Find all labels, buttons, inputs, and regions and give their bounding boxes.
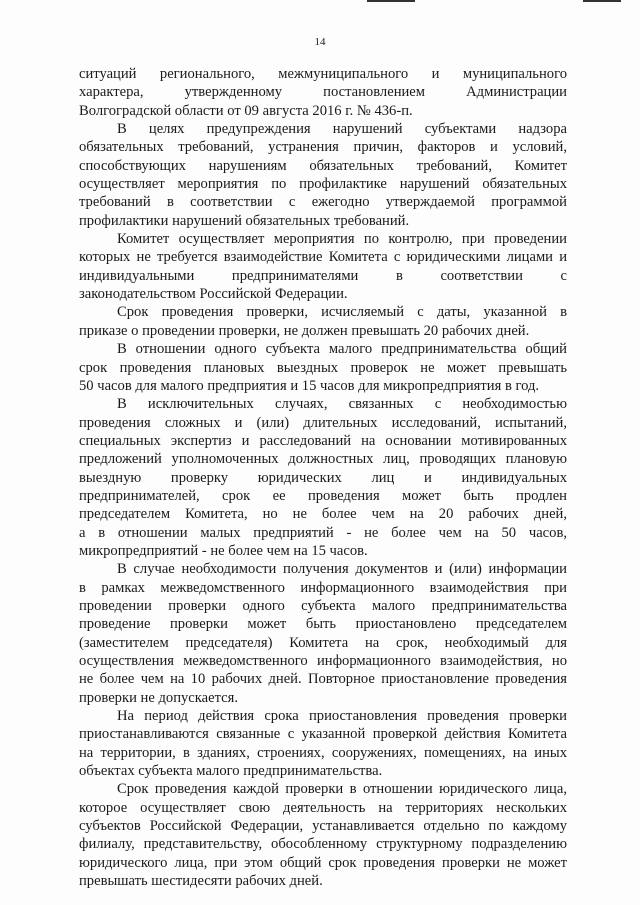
- text-line: осуществления межведомственного информационного взаимодействия, но: [79, 653, 567, 669]
- text-line: проверки не допускается.: [79, 689, 238, 706]
- text-line: превышать шестидесяти рабочих дней.: [79, 873, 323, 890]
- paragraph: [79, 780, 567, 890]
- paragraph: [79, 65, 567, 120]
- text-line: выездную проверку юридических лиц и индивидуальных: [79, 469, 567, 486]
- text-line: юридического лица, при этом общий срок проведения проверки не может: [79, 854, 567, 871]
- text-line: В отношении одного субъекта малого предпринимательства общий: [117, 341, 567, 358]
- text-line: микропредприятий - не более чем на 15 часов.: [79, 542, 368, 559]
- text-line: На период действия срока приостановления проведения проверки: [117, 708, 567, 725]
- text-line: объектах субъекта малого предпринимательства.: [79, 763, 383, 780]
- text-line: законодательством Российской Федерации.: [79, 286, 348, 303]
- text-line: а в отношении малых предприятий - не более чем на 50 часов,: [79, 524, 567, 541]
- text-line: В целях предупреждения нарушений субъектами надзора: [117, 121, 567, 138]
- text-line: характера, утвержденному постановлением Администрации: [79, 84, 567, 101]
- text-line: ситуаций регионального, межмуниципального и муниципального: [79, 66, 567, 82]
- text-line: на территории, в зданиях, строениях, сооружениях, помещениях, на иных: [79, 744, 567, 761]
- paragraph: [79, 303, 567, 340]
- paragraph: [79, 395, 567, 560]
- paragraph: [79, 707, 567, 780]
- text-line: Срок проведения проверки, исчисляемый с даты, указанной в: [117, 304, 567, 321]
- text-line: (заместителем председателя) Комитета на срок, необходимый для: [79, 634, 567, 651]
- paragraph: [79, 120, 567, 230]
- paragraph: [79, 560, 567, 707]
- text-line: в рамках межведомственного информационного взаимодействия при: [79, 579, 567, 596]
- text-line: индивидуальными предпринимателями в соответствии с: [79, 267, 567, 284]
- text-line: осуществляет мероприятия по профилактике нарушений обязательных: [79, 176, 567, 193]
- text-line: проведения сложных и (или) длительных исследований, испытаний,: [79, 414, 567, 431]
- text-line: профилактики нарушений обязательных требований.: [79, 212, 410, 229]
- scan-artifact-mark: [367, 0, 415, 2]
- text-line: приостанавливаются связанные с указанной проверкой действия Комитета: [79, 726, 567, 743]
- text-line: срок проведения плановых выездных проверок не может превышать: [79, 359, 567, 376]
- text-line: Волгоградской области от 09 августа 2016 г. № 436-п.: [79, 102, 413, 119]
- text-line: председателем Комитета, но не более чем на 20 рабочих дней,: [79, 506, 567, 523]
- document-body: [79, 65, 567, 890]
- page-number: 14: [314, 36, 326, 48]
- text-line: филиалу, представительству, обособленному структурному подразделению: [79, 836, 567, 853]
- text-line: которое осуществляет свою деятельность на территориях нескольких: [79, 799, 567, 816]
- text-line: обязательных требований, устранения причин, факторов и условий,: [79, 139, 567, 156]
- text-line: способствующих нарушениям обязательных требований, Комитет: [79, 157, 567, 174]
- text-line: Срок проведения каждой проверки в отношении юридического лица,: [117, 781, 567, 798]
- text-line: 50 часов для малого предприятия и 15 часов для микропредприятия в год.: [79, 377, 540, 394]
- text-line: приказе о проведении проверки, не должен превышать 20 рабочих дней.: [79, 322, 530, 339]
- text-line: В исключительных случаях, связанных с необходимостью: [117, 396, 567, 413]
- text-line: Комитет осуществляет мероприятия по контролю, при проведении: [117, 231, 567, 248]
- text-line: предложений уполномоченных должностных лиц, проводящих плановую: [79, 451, 567, 468]
- text-line: проведении проверки одного субъекта малого предпринимательства: [79, 597, 567, 614]
- text-line: проведение проверки может быть приостановлено председателем: [79, 616, 567, 633]
- text-line: В случае необходимости получения документов и (или) информации: [117, 561, 567, 578]
- text-line: не более чем на 10 рабочих дней. Повторное приостановление проведения: [79, 671, 567, 688]
- paragraph: [79, 230, 567, 303]
- scan-artifact-mark: [583, 0, 621, 2]
- text-line: субъектов Российской Федерации, устанавливается отдельно по каждому: [79, 818, 567, 835]
- text-line: которых не требуется взаимодействие Комитета с юридическими лицами и: [79, 249, 567, 266]
- paragraph: [79, 340, 567, 395]
- text-line: требований в соответствии с ежегодно утверждаемой программой: [79, 194, 567, 211]
- text-line: предпринимателей, срок ее проведения может быть продлен: [79, 487, 567, 504]
- text-line: специальных экспертиз и расследований на основании мотивированных: [79, 432, 567, 449]
